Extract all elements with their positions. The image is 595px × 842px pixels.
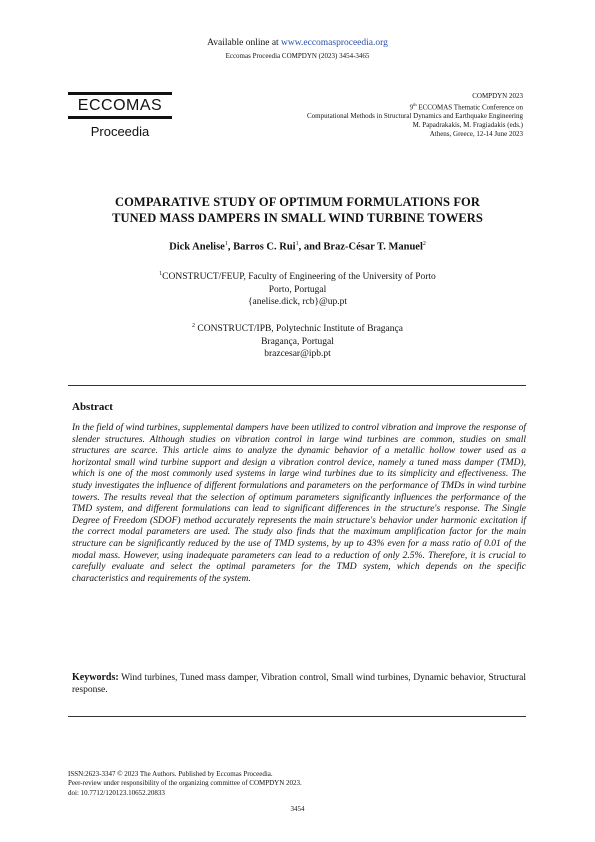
- affiliation-2: $^2$ CONSTRUCT/IPB, Polytechnic Institute of Bragança Bragança, Portugal brazcesar@ipb.pt: [0, 320, 595, 361]
- abstract-text: In the field of wind turbines, supplemental dampers have been utilized to control vibration and improve the response of slender structures. Although studies on vibration control in large wind turbines are common, studies on small structures are scarce. This article aims to analyze the dynamic behavior of a metallic hollow tower used as a horizontal small wind turbine support and design a vibration control device, namely a tuned mass damper (TMD), which is one of the most commonly used systems in large wind turbines due to its simplicity and effectiveness. The study investigates the influence of different formulations and parameters on the performance of TMDs in wind turbine towers. The results reveal that the selection of optimum parameters significantly influences the performance of the TMD system, and different formulations can lead to significant differences in the structure's response. The Single Degree of Freedom (SDOF) method accurately represents the main structure's behavior under harmonic excitation if the correct modal parameters are used. The study also finds that the maximum amplification factor for the main structure can be significantly reduced by the use of TMD systems, by up to 43% even for a mass ratio of 0.01 of the modal mass. However, using inadequate parameters can lead to a reduction of only 2.5%. Therefore, it is crucial to carefully evaluate and select the optimal parameters for the TMD system, which depends on the specific characteristics and requirements of the system.: [72, 423, 526, 584]
- conference-editors: M. Papadrakakis, M. Fragiadakis (eds.): [412, 120, 523, 129]
- logo-subtitle: Proceedia: [90, 124, 150, 139]
- abstract-bottom-divider: [68, 716, 526, 717]
- author-name: Braz-César T. Manuel: [323, 241, 423, 253]
- peer-review-note: Peer-review under responsibility of the organizing committee of COMPDYN 2023.: [68, 779, 302, 788]
- availability-line: [0, 38, 595, 48]
- conference-name: COMPDYN 2023: [472, 92, 523, 100]
- paper-title-line-2: TUNED MASS DAMPERS IN SMALL WIND TURBINE TOWERS: [112, 211, 483, 225]
- proceedings-reference: Eccomas Proceedia COMPDYN (2023) 3454-3465: [225, 52, 370, 60]
- author-affiliation-mark: 2: [422, 241, 426, 247]
- abstract-top-divider: [68, 385, 526, 386]
- abstract-heading: Abstract: [72, 401, 113, 413]
- author-name: Barros C. Rui: [233, 241, 296, 253]
- conference-theme: Computational Methods in Structural Dynamics and Earthquake Engineering: [307, 111, 523, 120]
- availability-prefix: Available online at: [207, 38, 282, 48]
- proceedia-website-link[interactable]: www.eccomasproceedia.org: [281, 38, 388, 48]
- affiliation-2-email: brazcesar@ipb.pt: [264, 349, 331, 360]
- affiliation-1-email: {anelise.dick, rcb}@up.pt: [247, 297, 348, 308]
- author-name: Dick Anelise: [169, 241, 225, 253]
- affiliation-1: $^1$CONSTRUCT/FEUP, Faculty of Engineering of the University of Porto Porto, Portugal {anelise.dick, rcb}@up.pt: [0, 268, 595, 309]
- issn-copyright: ISSN:2623-3347 © 2023 The Authors. Published by Eccomas Proceedia.: [68, 770, 273, 778]
- conference-info: [307, 92, 523, 138]
- paper-title-line-1: COMPARATIVE STUDY OF OPTIMUM FORMULATIONS FOR: [114, 195, 481, 209]
- doi: doi: 10.7712/120123.10652.20833: [68, 788, 165, 797]
- page-number: 3454: [290, 805, 305, 813]
- keywords-list: Wind turbines, Tuned mass damper, Vibration control, Small wind turbines, Dynamic behavior, Structural response.: [72, 673, 526, 695]
- eccomas-proceedia-logo: [68, 92, 172, 140]
- conference-location-date: Athens, Greece, 12-14 June 2023: [429, 129, 523, 138]
- keywords-label: Keywords:: [72, 672, 119, 683]
- logo-title: ECCOMAS: [77, 97, 163, 114]
- author-affiliation-mark: 1: [295, 241, 299, 247]
- author-list: Dick Anelise$^1$, Barros C. Rui$^1$, and Braz-César T. Manuel$^2$: [169, 241, 426, 253]
- paper-title: [0, 194, 595, 226]
- author-affiliation-mark: 1: [224, 241, 228, 247]
- publication-footer: [68, 770, 302, 798]
- conference-edition: 9th ECCOMAS Thematic Conference on: [409, 101, 523, 112]
- logo-middle-rule: [68, 116, 172, 119]
- keywords-section: [72, 672, 526, 696]
- logo-top-rule: [68, 92, 172, 95]
